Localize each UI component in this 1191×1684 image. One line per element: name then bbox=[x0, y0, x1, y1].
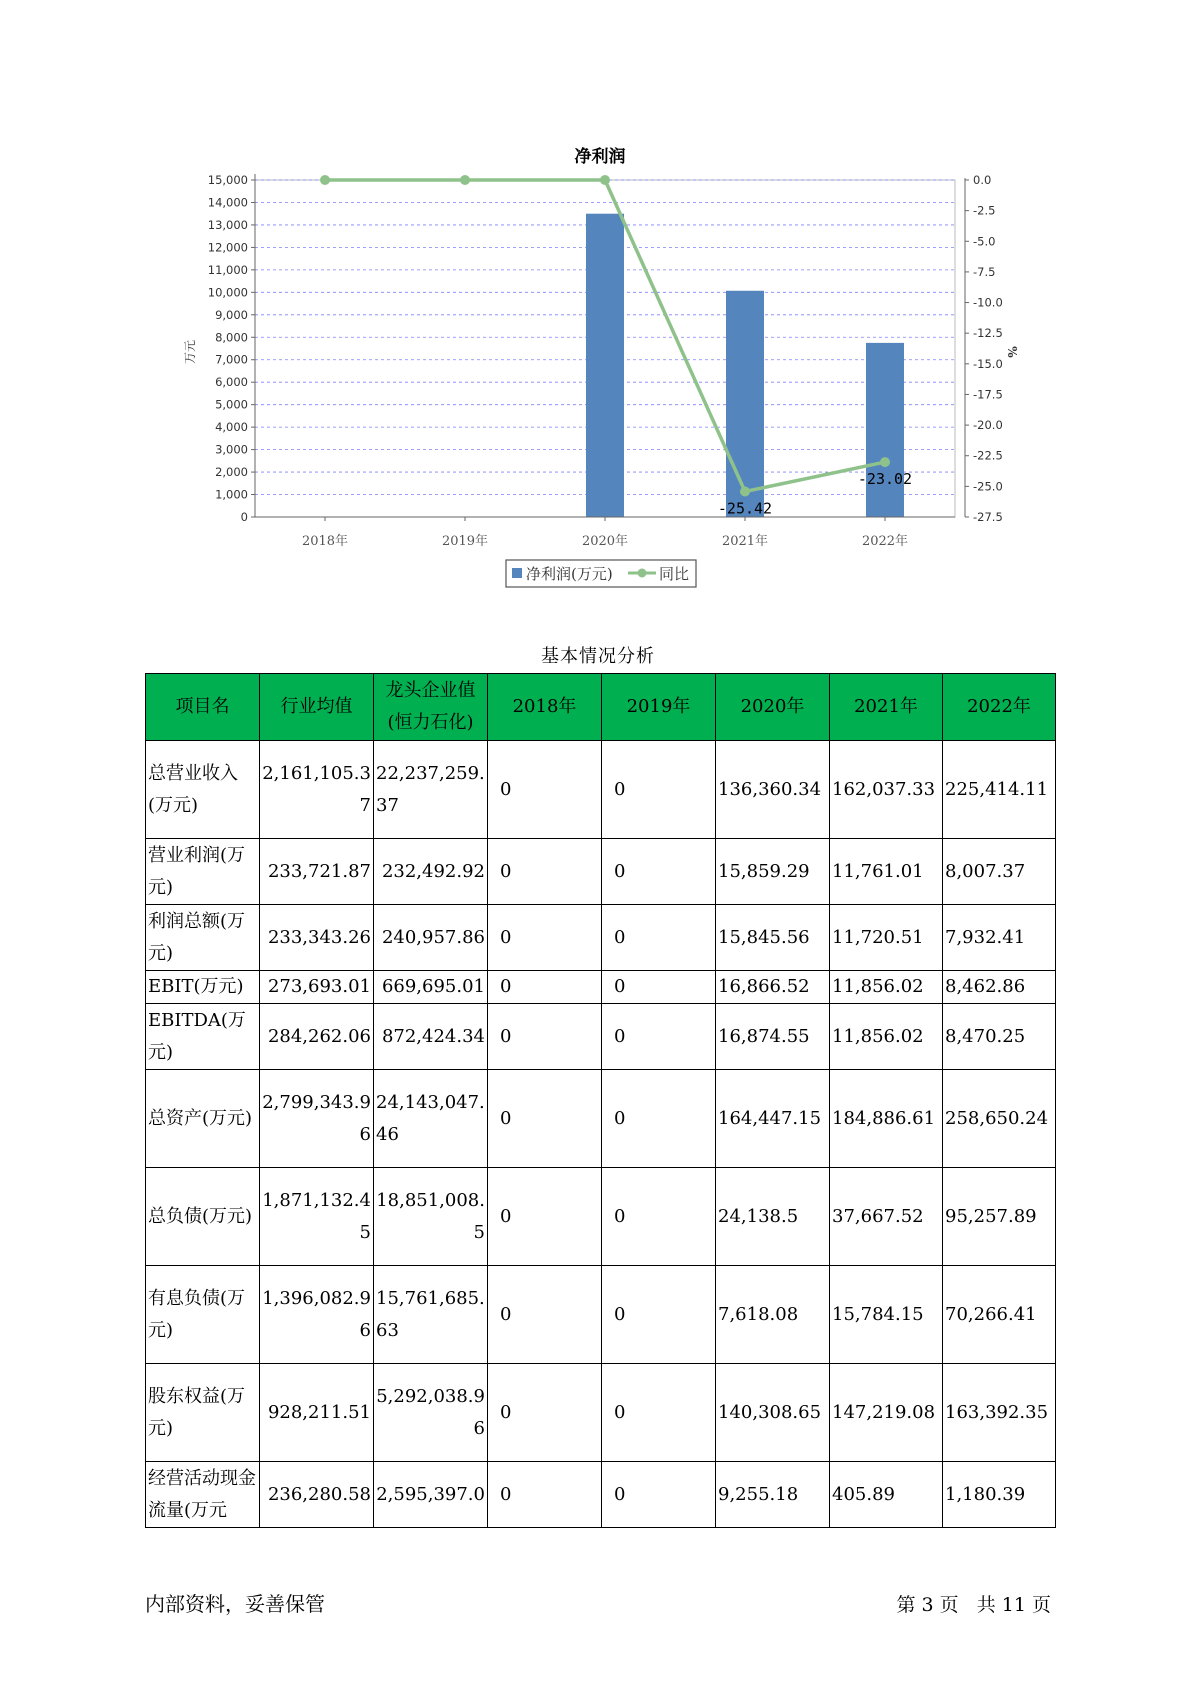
value-cell: 95,257.89 bbox=[943, 1168, 1056, 1266]
value-cell: 0 bbox=[602, 1168, 716, 1266]
value-cell: 0 bbox=[602, 971, 716, 1004]
value-cell: 1,871,132.45 bbox=[260, 1168, 374, 1266]
item-name-cell: 总负债(万元) bbox=[146, 1168, 260, 1266]
item-name-cell: 股东权益(万元) bbox=[146, 1364, 260, 1462]
value-cell: 15,859.29 bbox=[716, 839, 830, 905]
y-tick-label: 15,000 bbox=[207, 173, 248, 187]
value-cell: 2,799,343.96 bbox=[260, 1070, 374, 1168]
value-cell: 2,595,397.0 bbox=[374, 1462, 488, 1528]
value-cell: 16,874.55 bbox=[716, 1004, 830, 1070]
bar-net-profit bbox=[586, 214, 624, 517]
item-name-cell: 利润总额(万元) bbox=[146, 905, 260, 971]
x-tick-label: 2021年 bbox=[721, 534, 769, 549]
y2-tick-label: -7.5 bbox=[973, 264, 996, 279]
point-yoy bbox=[320, 175, 330, 185]
value-cell: 669,695.01 bbox=[374, 971, 488, 1004]
table-header-row bbox=[146, 674, 1056, 741]
y-tick-label: 14,000 bbox=[207, 195, 248, 210]
data-label-yoy: -25.42 bbox=[717, 499, 773, 518]
value-cell: 0 bbox=[488, 1004, 602, 1070]
value-cell: 140,308.65 bbox=[716, 1364, 830, 1462]
y2-tick-label: -20.0 bbox=[973, 418, 1003, 433]
table-row bbox=[146, 1004, 1056, 1070]
item-name-cell: 有息负债(万元) bbox=[146, 1266, 260, 1364]
value-cell: 225,414.11 bbox=[943, 741, 1056, 839]
legend-bar-label: 净利润(万元) bbox=[526, 565, 613, 583]
table-row bbox=[146, 741, 1056, 839]
y2-tick-label: -5.0 bbox=[973, 234, 996, 249]
value-cell: 162,037.33 bbox=[830, 741, 943, 839]
value-cell: 147,219.08 bbox=[830, 1364, 943, 1462]
value-cell: 872,424.34 bbox=[374, 1004, 488, 1070]
chart-title: 净利润 bbox=[574, 147, 626, 167]
table-row bbox=[146, 839, 1056, 905]
value-cell: 0 bbox=[602, 839, 716, 905]
value-cell: 9,255.18 bbox=[716, 1462, 830, 1528]
value-cell: 7,932.41 bbox=[943, 905, 1056, 971]
y-tick-label: 0 bbox=[240, 510, 248, 524]
point-yoy bbox=[600, 175, 610, 185]
value-cell: 184,886.61 bbox=[830, 1070, 943, 1168]
value-cell: 0 bbox=[602, 1070, 716, 1168]
bar-series bbox=[586, 214, 904, 517]
legend-line-label: 同比 bbox=[659, 565, 690, 583]
bar-net-profit bbox=[866, 343, 904, 517]
y2-tick-label: -12.5 bbox=[973, 326, 1003, 341]
value-cell: 5,292,038.96 bbox=[374, 1364, 488, 1462]
value-cell: 0 bbox=[488, 1364, 602, 1462]
header-cell: 2018年 bbox=[488, 674, 602, 741]
value-cell: 0 bbox=[488, 1168, 602, 1266]
y-tick-label: 3,000 bbox=[215, 442, 248, 457]
value-cell: 15,761,685.63 bbox=[374, 1266, 488, 1364]
point-yoy bbox=[460, 175, 470, 185]
y-tick-label: 9,000 bbox=[215, 307, 248, 322]
y2-tick-label: -17.5 bbox=[973, 387, 1003, 402]
x-tick-label: 2019年 bbox=[441, 534, 489, 549]
table-row bbox=[146, 905, 1056, 971]
value-cell: 164,447.15 bbox=[716, 1070, 830, 1168]
y-tick-label: 7,000 bbox=[215, 352, 248, 367]
value-cell: 0 bbox=[488, 1070, 602, 1168]
header-cell: 龙头企业值(恒力石化) bbox=[374, 674, 488, 741]
value-cell: 233,721.87 bbox=[260, 839, 374, 905]
value-cell: 37,667.52 bbox=[830, 1168, 943, 1266]
value-cell: 233,343.26 bbox=[260, 905, 374, 971]
value-cell: 0 bbox=[602, 1462, 716, 1528]
value-cell: 24,138.5 bbox=[716, 1168, 830, 1266]
value-cell: 240,957.86 bbox=[374, 905, 488, 971]
net-profit-chart bbox=[0, 0, 1191, 600]
value-cell: 8,470.25 bbox=[943, 1004, 1056, 1070]
x-tick-label: 2020年 bbox=[581, 534, 629, 549]
header-cell: 2022年 bbox=[943, 674, 1056, 741]
value-cell: 7,618.08 bbox=[716, 1266, 830, 1364]
header-cell: 2019年 bbox=[602, 674, 716, 741]
value-cell: 1,396,082.96 bbox=[260, 1266, 374, 1364]
legend-bar-swatch bbox=[512, 568, 522, 578]
item-name-cell: 总营业收入(万元) bbox=[146, 741, 260, 839]
value-cell: 8,462.86 bbox=[943, 971, 1056, 1004]
value-cell: 16,866.52 bbox=[716, 971, 830, 1004]
value-cell: 11,856.02 bbox=[830, 1004, 943, 1070]
y2-tick-label: -10.0 bbox=[973, 295, 1003, 310]
y2-tick-label: -27.5 bbox=[973, 510, 1003, 524]
value-cell: 0 bbox=[488, 839, 602, 905]
table-row bbox=[146, 1168, 1056, 1266]
y-axis-label: 万元 bbox=[183, 339, 197, 365]
x-tick-label: 2018年 bbox=[301, 534, 349, 549]
basic-analysis-table bbox=[145, 673, 1056, 1528]
footer-confidential-note: 内部资料，妥善保管 bbox=[145, 1592, 325, 1616]
value-cell: 284,262.06 bbox=[260, 1004, 374, 1070]
value-cell: 0 bbox=[602, 905, 716, 971]
y2-tick-label: -22.5 bbox=[973, 448, 1003, 463]
header-cell: 2021年 bbox=[830, 674, 943, 741]
point-yoy bbox=[740, 487, 750, 497]
table-row bbox=[146, 1364, 1056, 1462]
value-cell: 0 bbox=[488, 1462, 602, 1528]
value-cell: 0 bbox=[488, 905, 602, 971]
value-cell: 0 bbox=[602, 1004, 716, 1070]
value-cell: 11,761.01 bbox=[830, 839, 943, 905]
footer-page-number: 第 3 页 共 11 页 bbox=[896, 1594, 1051, 1616]
y2-axis-label: % bbox=[1005, 346, 1019, 358]
data-label-yoy: -23.02 bbox=[857, 470, 913, 489]
value-cell: 928,211.51 bbox=[260, 1364, 374, 1462]
item-name-cell: EBITDA(万元) bbox=[146, 1004, 260, 1070]
item-name-cell: 总资产(万元) bbox=[146, 1070, 260, 1168]
value-cell: 15,845.56 bbox=[716, 905, 830, 971]
value-cell: 0 bbox=[602, 1364, 716, 1462]
table-row bbox=[146, 1462, 1056, 1528]
bar-net-profit bbox=[726, 291, 764, 517]
value-cell: 273,693.01 bbox=[260, 971, 374, 1004]
y-tick-label: 4,000 bbox=[215, 420, 248, 435]
y-tick-label: 5,000 bbox=[215, 397, 248, 412]
value-cell: 0 bbox=[602, 741, 716, 839]
value-cell: 2,161,105.37 bbox=[260, 741, 374, 839]
y2-tick-label: -2.5 bbox=[973, 203, 996, 218]
legend-line-marker bbox=[638, 569, 647, 578]
y-tick-label: 6,000 bbox=[215, 375, 248, 390]
y-tick-label: 12,000 bbox=[207, 240, 248, 255]
value-cell: 236,280.58 bbox=[260, 1462, 374, 1528]
value-cell: 15,784.15 bbox=[830, 1266, 943, 1364]
value-cell: 8,007.37 bbox=[943, 839, 1056, 905]
y2-tick-label: -25.0 bbox=[973, 479, 1003, 494]
value-cell: 136,360.34 bbox=[716, 741, 830, 839]
header-cell: 项目名 bbox=[146, 674, 260, 741]
value-cell: 0 bbox=[488, 1266, 602, 1364]
table-row bbox=[146, 971, 1056, 1004]
value-cell: 405.89 bbox=[830, 1462, 943, 1528]
y2-tick-label: -15.0 bbox=[973, 356, 1003, 371]
value-cell: 258,650.24 bbox=[943, 1070, 1056, 1168]
item-name-cell: 营业利润(万元) bbox=[146, 839, 260, 905]
value-cell: 163,392.35 bbox=[943, 1364, 1056, 1462]
y2-tick-label: 0.0 bbox=[973, 173, 992, 187]
value-cell: 11,720.51 bbox=[830, 905, 943, 971]
value-cell: 18,851,008.5 bbox=[374, 1168, 488, 1266]
value-cell: 22,237,259.37 bbox=[374, 741, 488, 839]
point-yoy bbox=[880, 457, 890, 467]
y-tick-label: 13,000 bbox=[207, 217, 248, 232]
chart-legend bbox=[506, 560, 696, 587]
value-cell: 0 bbox=[488, 971, 602, 1004]
value-cell: 24,143,047.46 bbox=[374, 1070, 488, 1168]
value-cell: 1,180.39 bbox=[943, 1462, 1056, 1528]
y-tick-label: 1,000 bbox=[215, 487, 248, 502]
item-name-cell: EBIT(万元) bbox=[146, 971, 260, 1004]
x-tick-label: 2022年 bbox=[861, 534, 909, 549]
table-row bbox=[146, 1070, 1056, 1168]
header-cell: 行业均值 bbox=[260, 674, 374, 741]
table-caption: 基本情况分析 bbox=[541, 646, 655, 667]
header-cell: 2020年 bbox=[716, 674, 830, 741]
value-cell: 0 bbox=[488, 741, 602, 839]
table-row bbox=[146, 1266, 1056, 1364]
value-cell: 11,856.02 bbox=[830, 971, 943, 1004]
value-cell: 70,266.41 bbox=[943, 1266, 1056, 1364]
y-tick-label: 11,000 bbox=[207, 262, 248, 277]
value-cell: 0 bbox=[602, 1266, 716, 1364]
y-tick-label: 10,000 bbox=[207, 285, 248, 300]
item-name-cell: 经营活动现金流量(万元 bbox=[146, 1462, 260, 1528]
value-cell: 232,492.92 bbox=[374, 839, 488, 905]
y-tick-label: 8,000 bbox=[215, 330, 248, 345]
y-tick-label: 2,000 bbox=[215, 465, 248, 480]
